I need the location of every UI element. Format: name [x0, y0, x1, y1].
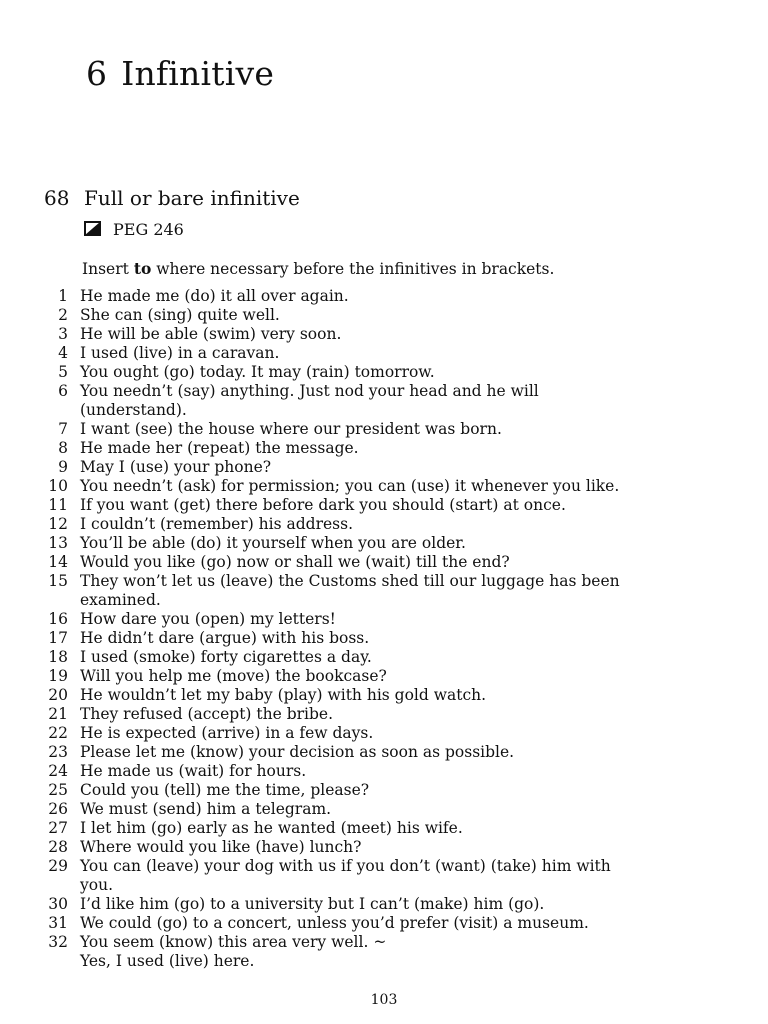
exercise-item-number: 28: [48, 838, 68, 856]
exercise-item-number: 27: [48, 819, 68, 837]
exercise-item-text: [80, 819, 730, 838]
exercise-item-line: (understand).: [80, 401, 187, 419]
exercise-item-number: 21: [48, 705, 68, 723]
exercise-item-line: He didn’t dare (argue) with his boss.: [80, 629, 370, 647]
exercise-instruction: [82, 260, 722, 279]
exercise-item: [30, 743, 730, 762]
exercise-item: [30, 306, 730, 325]
exercise-item-text: [80, 496, 730, 515]
exercise-item-line: You’ll be able (do) it yourself when you are older.: [80, 534, 466, 552]
exercise-item-number: 13: [48, 534, 68, 552]
exercise-item-line: Will you help me (move) the bookcase?: [80, 667, 387, 685]
exercise-item-line: If you want (get) there before dark you should (start) at once.: [80, 496, 566, 514]
exercise-item: [30, 762, 730, 781]
exercise-item: [30, 648, 730, 667]
exercise-item-number: 8: [58, 439, 68, 457]
exercise-item-line: I’d like him (go) to a university but I can’t (make) him (go).: [80, 895, 545, 913]
exercise-item: [30, 781, 730, 800]
exercise-item-line: examined.: [80, 591, 161, 609]
exercise-item-line: He made me (do) it all over again.: [80, 287, 349, 305]
exercise-item-line: Could you (tell) me the time, please?: [80, 781, 370, 799]
exercise-item-number: 14: [48, 553, 68, 571]
exercise-item-text: [80, 629, 730, 648]
exercise-item-line: You can (leave) your dog with us if you don’t (want) (take) him with: [80, 857, 611, 875]
exercise-item-number: 17: [48, 629, 68, 647]
exercise-item: [30, 572, 730, 610]
exercise-item: [30, 705, 730, 724]
exercise-item-line: He made us (wait) for hours.: [80, 762, 307, 780]
exercise-item-text: [80, 287, 730, 306]
chapter-name: Infinitive: [121, 54, 275, 93]
exercise-item-text: [80, 648, 730, 667]
exercise-item-text: [80, 534, 730, 553]
exercise-item: [30, 458, 730, 477]
exercise-item-text: [80, 667, 730, 686]
exercise-item-number: 19: [48, 667, 68, 685]
exercise-item-line: You ought (go) today. It may (rain) tomorrow.: [80, 363, 435, 381]
exercise-item-line: you.: [80, 876, 113, 894]
exercise-item-text: [80, 857, 730, 895]
exercise-item-number: 26: [48, 800, 68, 818]
exercise-item: [30, 914, 730, 933]
exercise-item-number: 11: [48, 496, 68, 514]
exercise-item-text: [80, 515, 730, 534]
page-number: 103: [370, 992, 398, 1008]
exercise-item-line: I let him (go) early as he wanted (meet) his wife.: [80, 819, 463, 837]
exercise-item: [30, 325, 730, 344]
exercise-item-number: 24: [48, 762, 68, 780]
exercise-item: [30, 477, 730, 496]
exercise-item-line: May I (use) your phone?: [80, 458, 272, 476]
exercise-item-number: 2: [58, 306, 68, 324]
exercise-item-line: Would you like (go) now or shall we (wait) till the end?: [80, 553, 510, 571]
exercise-item: [30, 439, 730, 458]
exercise-item-number: 10: [48, 477, 68, 495]
exercise-item-number: 5: [58, 363, 68, 381]
exercise-item-number: 22: [48, 724, 68, 742]
exercise-item-number: 12: [48, 515, 68, 533]
exercise-item-text: [80, 743, 730, 762]
exercise-item: [30, 686, 730, 705]
exercise-item-number: 20: [48, 686, 68, 704]
section-number: 68: [44, 186, 70, 210]
exercise-item-text: [80, 686, 730, 705]
exercise-item-text: [80, 420, 730, 439]
exercise-item: [30, 420, 730, 439]
exercise-item: [30, 895, 730, 914]
exercise-item-line: He wouldn’t let my baby (play) with his gold watch.: [80, 686, 487, 704]
exercise-item-number: 32: [48, 933, 68, 951]
exercise-item-number: 30: [48, 895, 68, 913]
chapter-title: [86, 56, 274, 92]
exercise-item-number: 31: [48, 914, 68, 932]
section-heading: [44, 186, 300, 210]
exercise-item-text: [80, 458, 730, 477]
exercise-item-number: 1: [58, 287, 68, 305]
exercise-item: [30, 838, 730, 857]
exercise-item: [30, 819, 730, 838]
exercise-item-text: [80, 477, 730, 496]
exercise-item: [30, 382, 730, 420]
exercise-item-text: [80, 306, 730, 325]
exercise-item: [30, 667, 730, 686]
exercise-item-line: He will be able (swim) very soon.: [80, 325, 342, 343]
exercise-item-text: [80, 800, 730, 819]
exercise-item-text: [80, 553, 730, 572]
exercise-item-number: 23: [48, 743, 68, 761]
exercise-item-line: He made her (repeat) the message.: [80, 439, 359, 457]
exercise-item-line: I used (smoke) forty cigarettes a day.: [80, 648, 372, 666]
exercise-item: [30, 553, 730, 572]
grammar-reference: [84, 220, 184, 239]
section-title: Full or bare infinitive: [84, 186, 300, 210]
exercise-item-text: [80, 781, 730, 800]
exercise-item: [30, 287, 730, 306]
exercise-item: [30, 610, 730, 629]
exercise-item-text: [80, 363, 730, 382]
exercise-item-number: 15: [48, 572, 68, 590]
exercise-item-line: They won’t let us (leave) the Customs shed till our luggage has been: [80, 572, 620, 590]
exercise-item: [30, 933, 730, 971]
exercise-item-line: You needn’t (say) anything. Just nod your head and he will: [80, 382, 539, 400]
exercise-item-line: We could (go) to a concert, unless you’d prefer (visit) a museum.: [80, 914, 589, 932]
chapter-number: 6: [86, 54, 108, 93]
exercise-item-number: 9: [58, 458, 68, 476]
exercise-item: [30, 344, 730, 363]
exercise-item-number: 7: [58, 420, 68, 438]
exercise-item-number: 18: [48, 648, 68, 666]
exercise-item: [30, 800, 730, 819]
exercise-item-text: [80, 572, 730, 610]
exercise-item-line: Yes, I used (live) here.: [80, 952, 255, 970]
exercise-item: [30, 496, 730, 515]
reference-book-icon: [84, 221, 101, 236]
exercise-item-text: [80, 762, 730, 781]
exercise-item-text: [80, 439, 730, 458]
exercise-item-line: I want (see) the house where our president was born.: [80, 420, 502, 438]
instruction-keyword: to: [133, 259, 152, 278]
exercise-item-text: [80, 838, 730, 857]
exercise-item-text: [80, 382, 730, 420]
exercise-item-number: 29: [48, 857, 68, 875]
exercise-item: [30, 857, 730, 895]
exercise-item: [30, 363, 730, 382]
exercise-item-text: [80, 895, 730, 914]
exercise-item-text: [80, 914, 730, 933]
exercise-item-text: [80, 724, 730, 743]
exercise-item: [30, 534, 730, 553]
exercise-item-line: They refused (accept) the bribe.: [80, 705, 334, 723]
exercise-item-text: [80, 705, 730, 724]
exercise-item-text: [80, 325, 730, 344]
exercise-item-line: You needn’t (ask) for permission; you can (use) it whenever you like.: [80, 477, 620, 495]
exercise-item-line: You seem (know) this area very well. ~: [80, 933, 387, 951]
exercise-item-line: He is expected (arrive) in a few days.: [80, 724, 374, 742]
exercise-item: [30, 629, 730, 648]
exercise-list: [30, 287, 730, 971]
exercise-item-number: 3: [58, 325, 68, 343]
exercise-item-line: Where would you like (have) lunch?: [80, 838, 362, 856]
reference-text: PEG 246: [113, 220, 184, 239]
exercise-item-line: We must (send) him a telegram.: [80, 800, 332, 818]
exercise-item-text: [80, 933, 730, 971]
exercise-item-text: [80, 344, 730, 363]
exercise-item-number: 6: [58, 382, 68, 400]
exercise-item-line: Please let me (know) your decision as soon as possible.: [80, 743, 515, 761]
instruction-before: Insert: [82, 260, 134, 278]
exercise-item: [30, 515, 730, 534]
instruction-after: where necessary before the infinitives in brackets.: [151, 260, 555, 278]
exercise-item-line: How dare you (open) my letters!: [80, 610, 336, 628]
exercise-item-number: 16: [48, 610, 68, 628]
exercise-item-line: She can (sing) quite well.: [80, 306, 280, 324]
exercise-item-number: 25: [48, 781, 68, 799]
exercise-item-text: [80, 610, 730, 629]
exercise-item-line: I used (live) in a caravan.: [80, 344, 280, 362]
exercise-item-number: 4: [58, 344, 68, 362]
exercise-item: [30, 724, 730, 743]
exercise-item-line: I couldn’t (remember) his address.: [80, 515, 353, 533]
